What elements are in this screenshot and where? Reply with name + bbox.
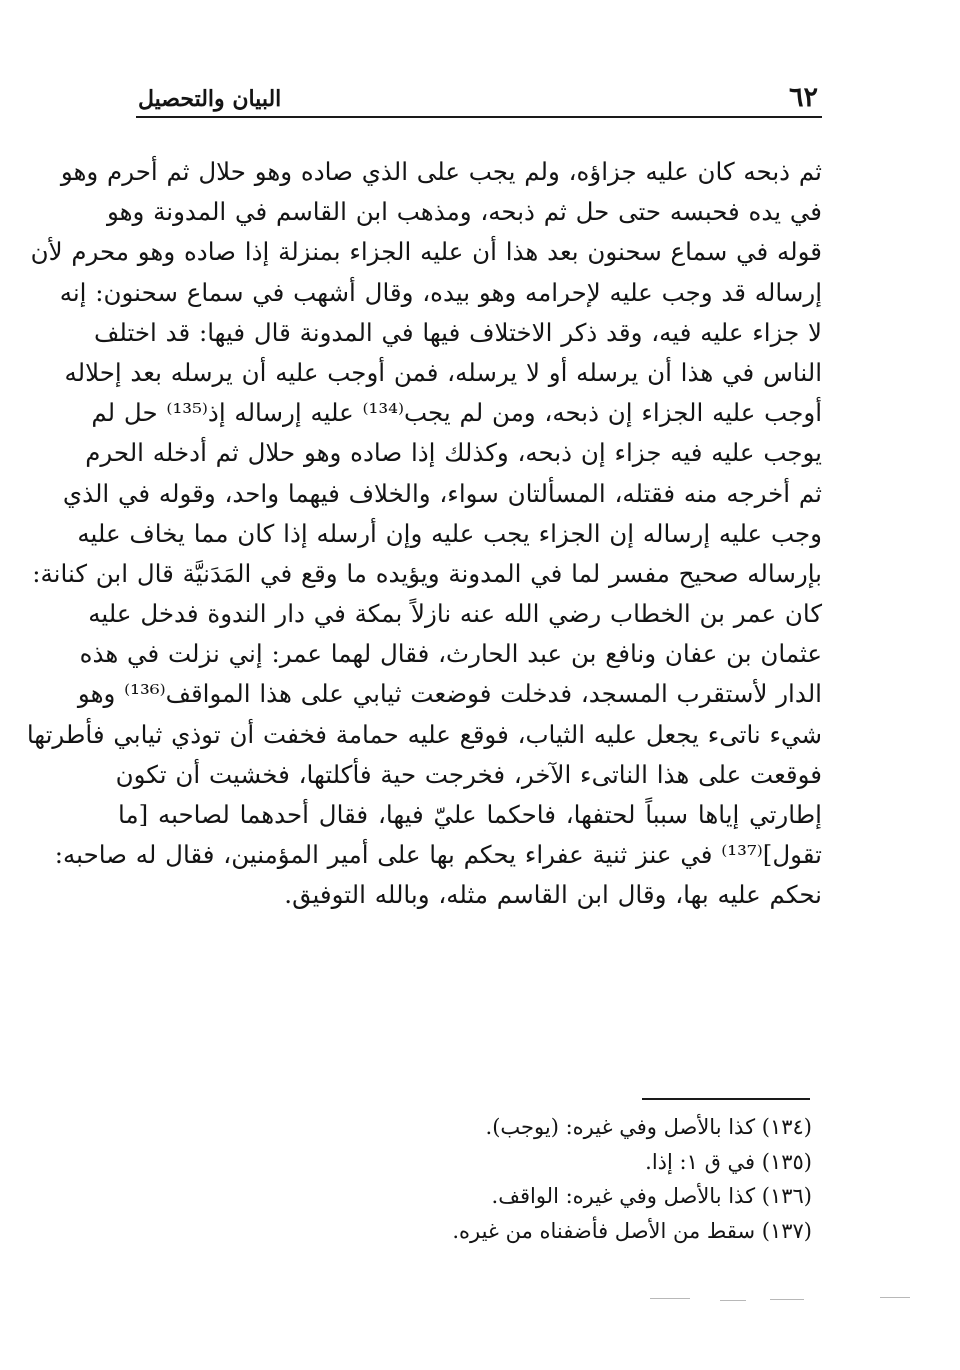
footnote-divider bbox=[642, 1098, 810, 1100]
footnote-item: (١٣٦) كذا بالأصل وفي غيره: الواقف. bbox=[491, 1184, 812, 1208]
scan-artifact bbox=[650, 1298, 690, 1299]
page-header bbox=[136, 78, 820, 116]
body-line: لا جزاء عليه فيه، وقد ذكر الاختلاف فيها في المدونة قال فيها: قد اختلف bbox=[94, 317, 822, 347]
scan-artifact bbox=[770, 1299, 804, 1300]
body-line: ثم ذبحه كان عليه جزاؤه، ولم يجب على الذي صاده وهو حلال ثم أحرم وهو bbox=[60, 157, 822, 186]
body-line: في يده فحبسه حتى حل ثم ذبحه، ومذهب ابن القاسم في المدونة وهو bbox=[106, 197, 822, 227]
body-line: وجب عليه إرساله إن الجزاء يجب عليه وإن أرسله إذا كان مما يخاف عليه bbox=[77, 518, 822, 548]
body-line: الدار لأستقرب المسجد، فدخلت فوضعت ثيابي على هذا المواقف⁽¹³⁶⁾ وهو bbox=[77, 679, 822, 709]
body-line: بإرساله صحيح مفسر لما في المدونة ويؤيده ما وقع في المَدَنيَّة قال ابن كنانة: bbox=[32, 558, 822, 588]
footnote-item: (١٣٤) كذا بالأصل وفي غيره: (يوجب). bbox=[485, 1115, 812, 1139]
header-divider bbox=[136, 116, 822, 118]
page-number: ٦٢ bbox=[788, 82, 818, 113]
body-line: شيء ناتىء يجعل عليه الثياب، فوقع عليه حمامة فخفت أن توذي ثيابي فأطرتها bbox=[26, 719, 822, 749]
body-line: ثم أخرجه منه فقتله، المسألتان سواء، والخلاف فيهما واحد، وقوله في الذي bbox=[62, 478, 822, 508]
footnote-item: (١٣٥) في ق ١: إذا. bbox=[645, 1149, 812, 1174]
scan-artifact bbox=[720, 1300, 746, 1301]
body-line: عثمان بن عفان ونافع بن عبد الحارث، فقال لهما عمر: إني نزلت في هذه bbox=[79, 639, 822, 669]
body-line: نحكم عليه بها، وقال ابن القاسم مثله، وبالله التوفيق. bbox=[284, 880, 822, 910]
body-line: إرساله قد وجب عليه لإحرامه وهو بيده، وقال أشهب في سماع سحنون: إنه bbox=[59, 277, 822, 307]
body-line: فوقعت على هذا الناتىء الآخر، فخرجت حية فأكلتها، فخشيت أن تكون bbox=[115, 759, 822, 789]
scan-artifact bbox=[880, 1297, 910, 1298]
body-line: الناس في هذا أن يرسله أو لا يرسله، فمن أوجب عليه أن يرسله بعد إحلاله bbox=[64, 357, 822, 387]
body-line: كان عمر بن الخطاب رضي الله عنه نازلاً بمكة في دار الندوة فدخل عليه bbox=[88, 599, 822, 629]
body-text bbox=[26, 152, 822, 916]
body-line: أوجب عليه الجزاء إن ذبحه، ومن لم يجب⁽¹³⁴⁾ عليه إرساله إذ⁽¹³⁵⁾ حل لم bbox=[91, 398, 822, 428]
footnote-item: (١٣٧) سقط من الأصل فأضفناه من غيره. bbox=[452, 1218, 812, 1243]
body-line: يوجب عليه فيه جزاء إن ذبحه، وكذلك إذا صاده وهو حلال ثم أدخله الحرم bbox=[85, 438, 822, 468]
body-line: قوله في سماع سحنون بعد هذا أن عليه الجزاء بمنزلة إذا صاده وهو محرم لأن bbox=[30, 237, 822, 267]
body-line: إطارتي إياها سبباً لحتفها، فاحكما عليّ فيها، فقال أحدهما لصاحبه [ما bbox=[118, 800, 822, 829]
running-title: البيان والتحصيل bbox=[138, 86, 282, 112]
footnotes bbox=[420, 1110, 812, 1248]
body-line: تقول]⁽¹³⁷⁾ في عنز ثنية عفراء يحكم بها على أمير المؤمنين، فقال له صاحبه: bbox=[54, 840, 822, 870]
